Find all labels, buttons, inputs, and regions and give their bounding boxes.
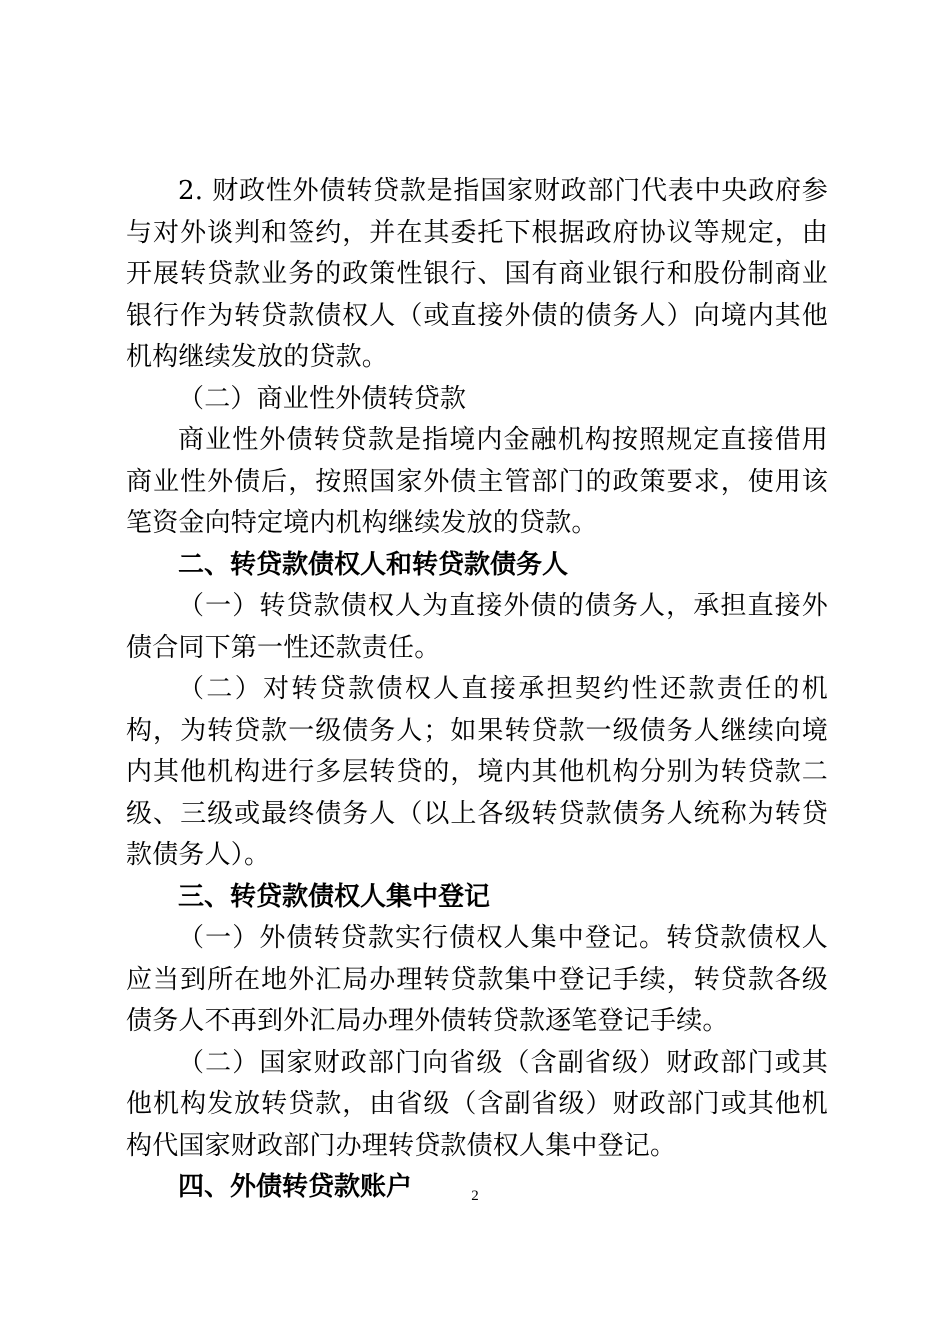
section-heading-registration: 三、转贷款债权人集中登记 — [178, 881, 491, 912]
paragraph-creditor: （一）转贷款债权人为直接外债的债务人，承担直接外债合同下第一性还款责任。 — [126, 591, 828, 663]
section-heading-accounts: 四、外债转贷款账户 — [178, 1172, 413, 1202]
section-heading-creditor-debtor: 二、转贷款债权人和转贷款债务人 — [178, 549, 569, 580]
paragraph-registration-1: （一）外债转贷款实行债权人集中登记。转贷款债权人应当到所在地外汇局办理转贷款集中登记手续，转贷款各级债务人不再到外汇局办理外债转贷款逐笔登记手续。 — [126, 923, 828, 1036]
paragraph-debtor: （二）对转贷款债权人直接承担契约性还款责任的机构，为转贷款一级债务人；如果转贷款一级债务人继续向境内其他机构进行多层转贷的，境内其他机构分别为转贷款二级、三级或最终债务人（以上各级转贷款债务人统称为转贷款债务人）。 — [126, 674, 828, 870]
document-body — [126, 171, 828, 1209]
page-number: 2 — [471, 1188, 479, 1204]
paragraph-commercial-loan-definition: 商业性外债转贷款是指境内金融机构按照规定直接借用商业性外债后，按照国家外债主管部门的政策要求，使用该笔资金向特定境内机构继续发放的贷款。 — [126, 425, 828, 538]
subheading-commercial-loan: （二）商业性外债转贷款 — [178, 383, 467, 414]
paragraph-fiscal-loan-definition: 2. 财政性外债转贷款是指国家财政部门代表中央政府参与对外谈判和签约，并在其委托下根据政府协议等规定，由开展转贷款业务的政策性银行、国有商业银行和股份制商业银行作为转贷款债权人（或直接外债的债务人）向境内其他机构继续发放的贷款。 — [126, 176, 828, 372]
paragraph-registration-2: （二）国家财政部门向省级（含副省级）财政部门或其他机构发放转贷款，由省级（含副省级）财政部门或其他机构代国家财政部门办理转贷款债权人集中登记。 — [126, 1047, 828, 1161]
